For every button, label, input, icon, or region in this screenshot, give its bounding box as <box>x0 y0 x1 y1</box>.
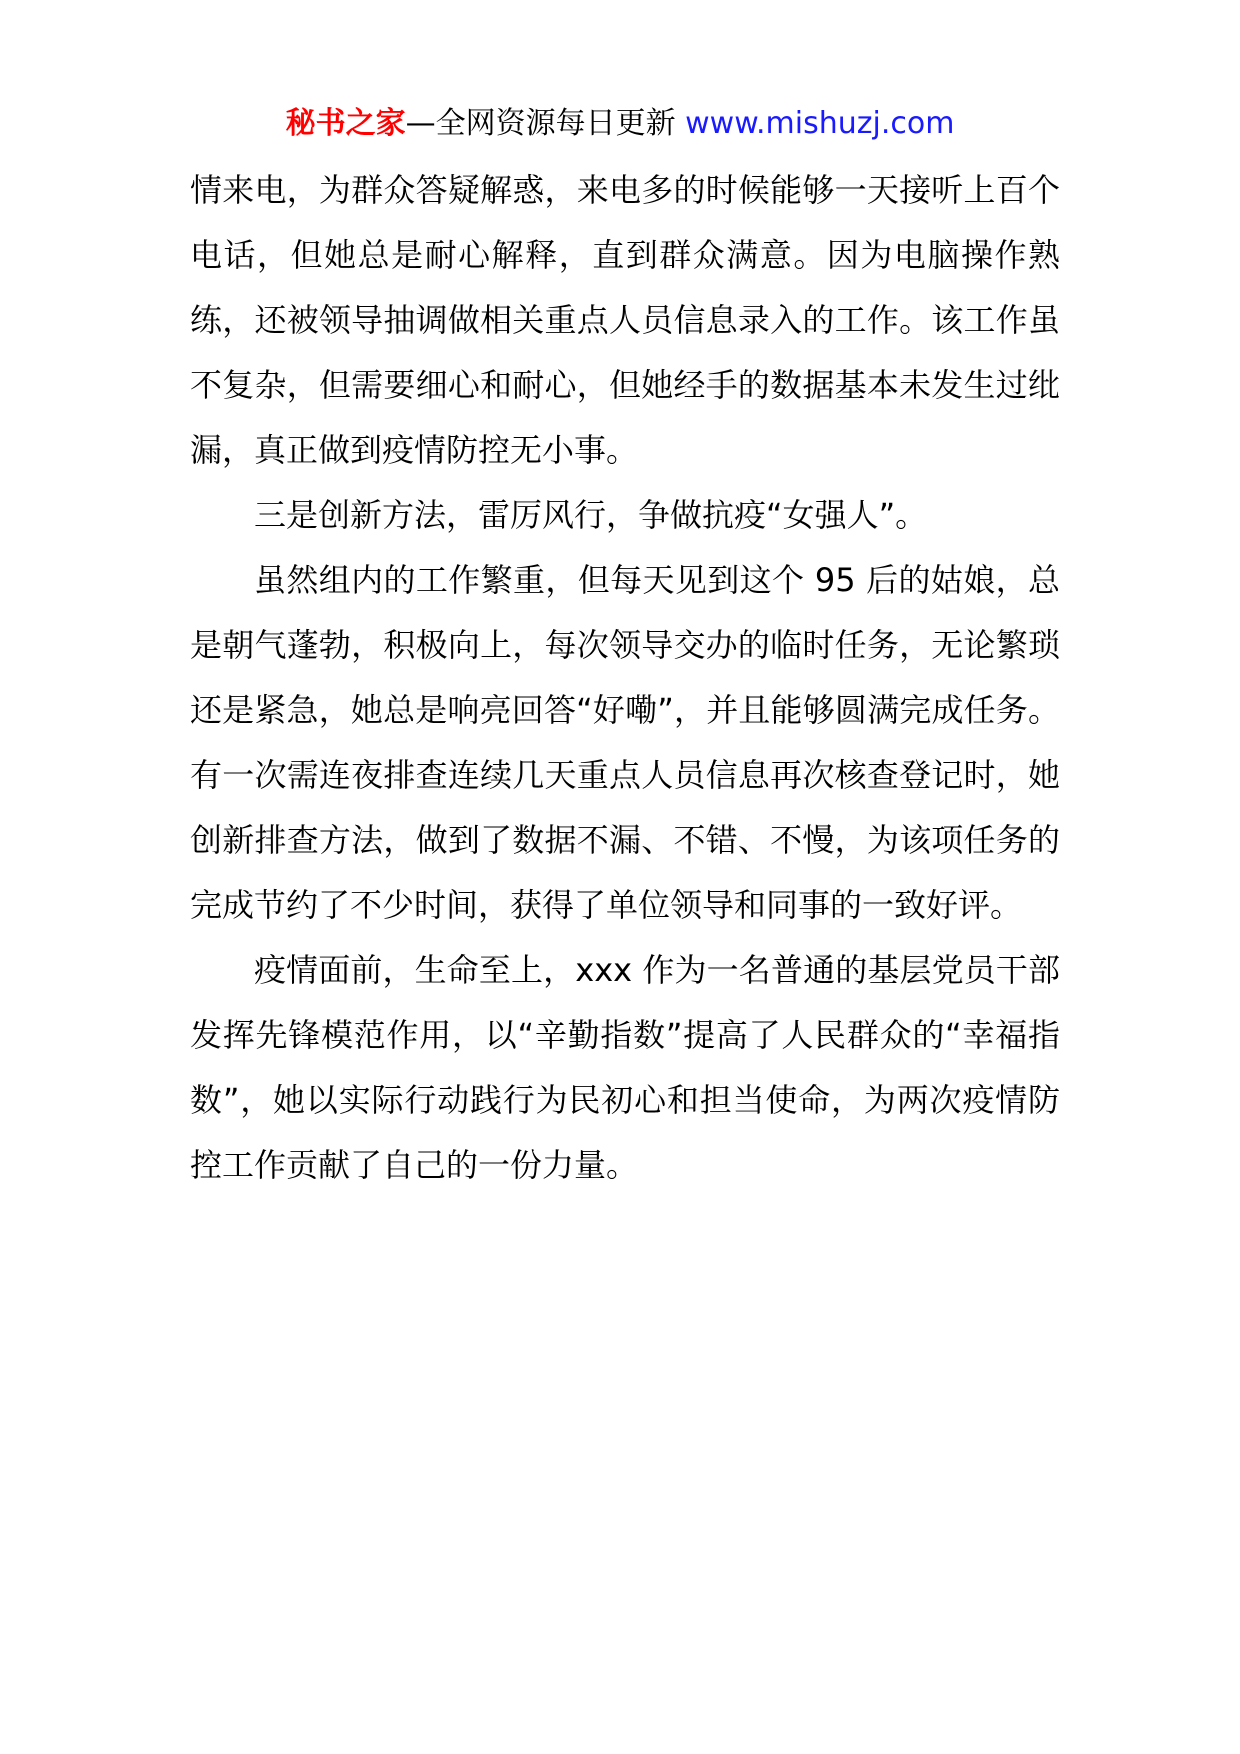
paragraph-continuation: 情来电，为群众答疑解惑，来电多的时候能够一天接听上百个电话，但她总是耐心解释，直到群众满意。因为电脑操作熟练，还被领导抽调做相关重点人员信息录入的工作。该工作虽不复杂，但需要细心和耐心，但她经手的数据基本未发生过纰漏，真正做到疫情防控无小事。 <box>190 171 1060 469</box>
site-brand: 秘书之家 <box>285 106 406 141</box>
paragraph-innovation-detail: 虽然组内的工作繁重，但每天见到这个 95 后的姑娘，总是朝气蓬勃，积极向上，每次领导交办的临时任务，无论繁琐还是紧急，她总是响亮回答“好嘞”，并且能够圆满完成任务。有一次需连夜排查连续几天重点人员信息再次核查登记时，她创新排查方法，做到了数据不漏、不错、不慢，为该项任务的完成节约了不少时间，获得了单位领导和同事的一致好评。 <box>190 561 1060 924</box>
site-slogan: —全网资源每日更新 <box>405 106 676 141</box>
page-header <box>0 96 1240 152</box>
paragraph-conclusion: 疫情面前，生命至上，xxx 作为一名普通的基层党员干部发挥先锋模范作用，以“辛勤指数”提高了人民群众的“幸福指数”，她以实际行动践行为民初心和担当使命，为两次疫情防控工作贡献了自己的一份力量。 <box>190 951 1060 1184</box>
site-url-link[interactable]: www.mishuzj.com <box>685 106 955 141</box>
document-body <box>190 158 1060 1198</box>
section-heading-innovation: 三是创新方法，雷厉风行，争做抗疫“女强人”。 <box>254 496 928 534</box>
